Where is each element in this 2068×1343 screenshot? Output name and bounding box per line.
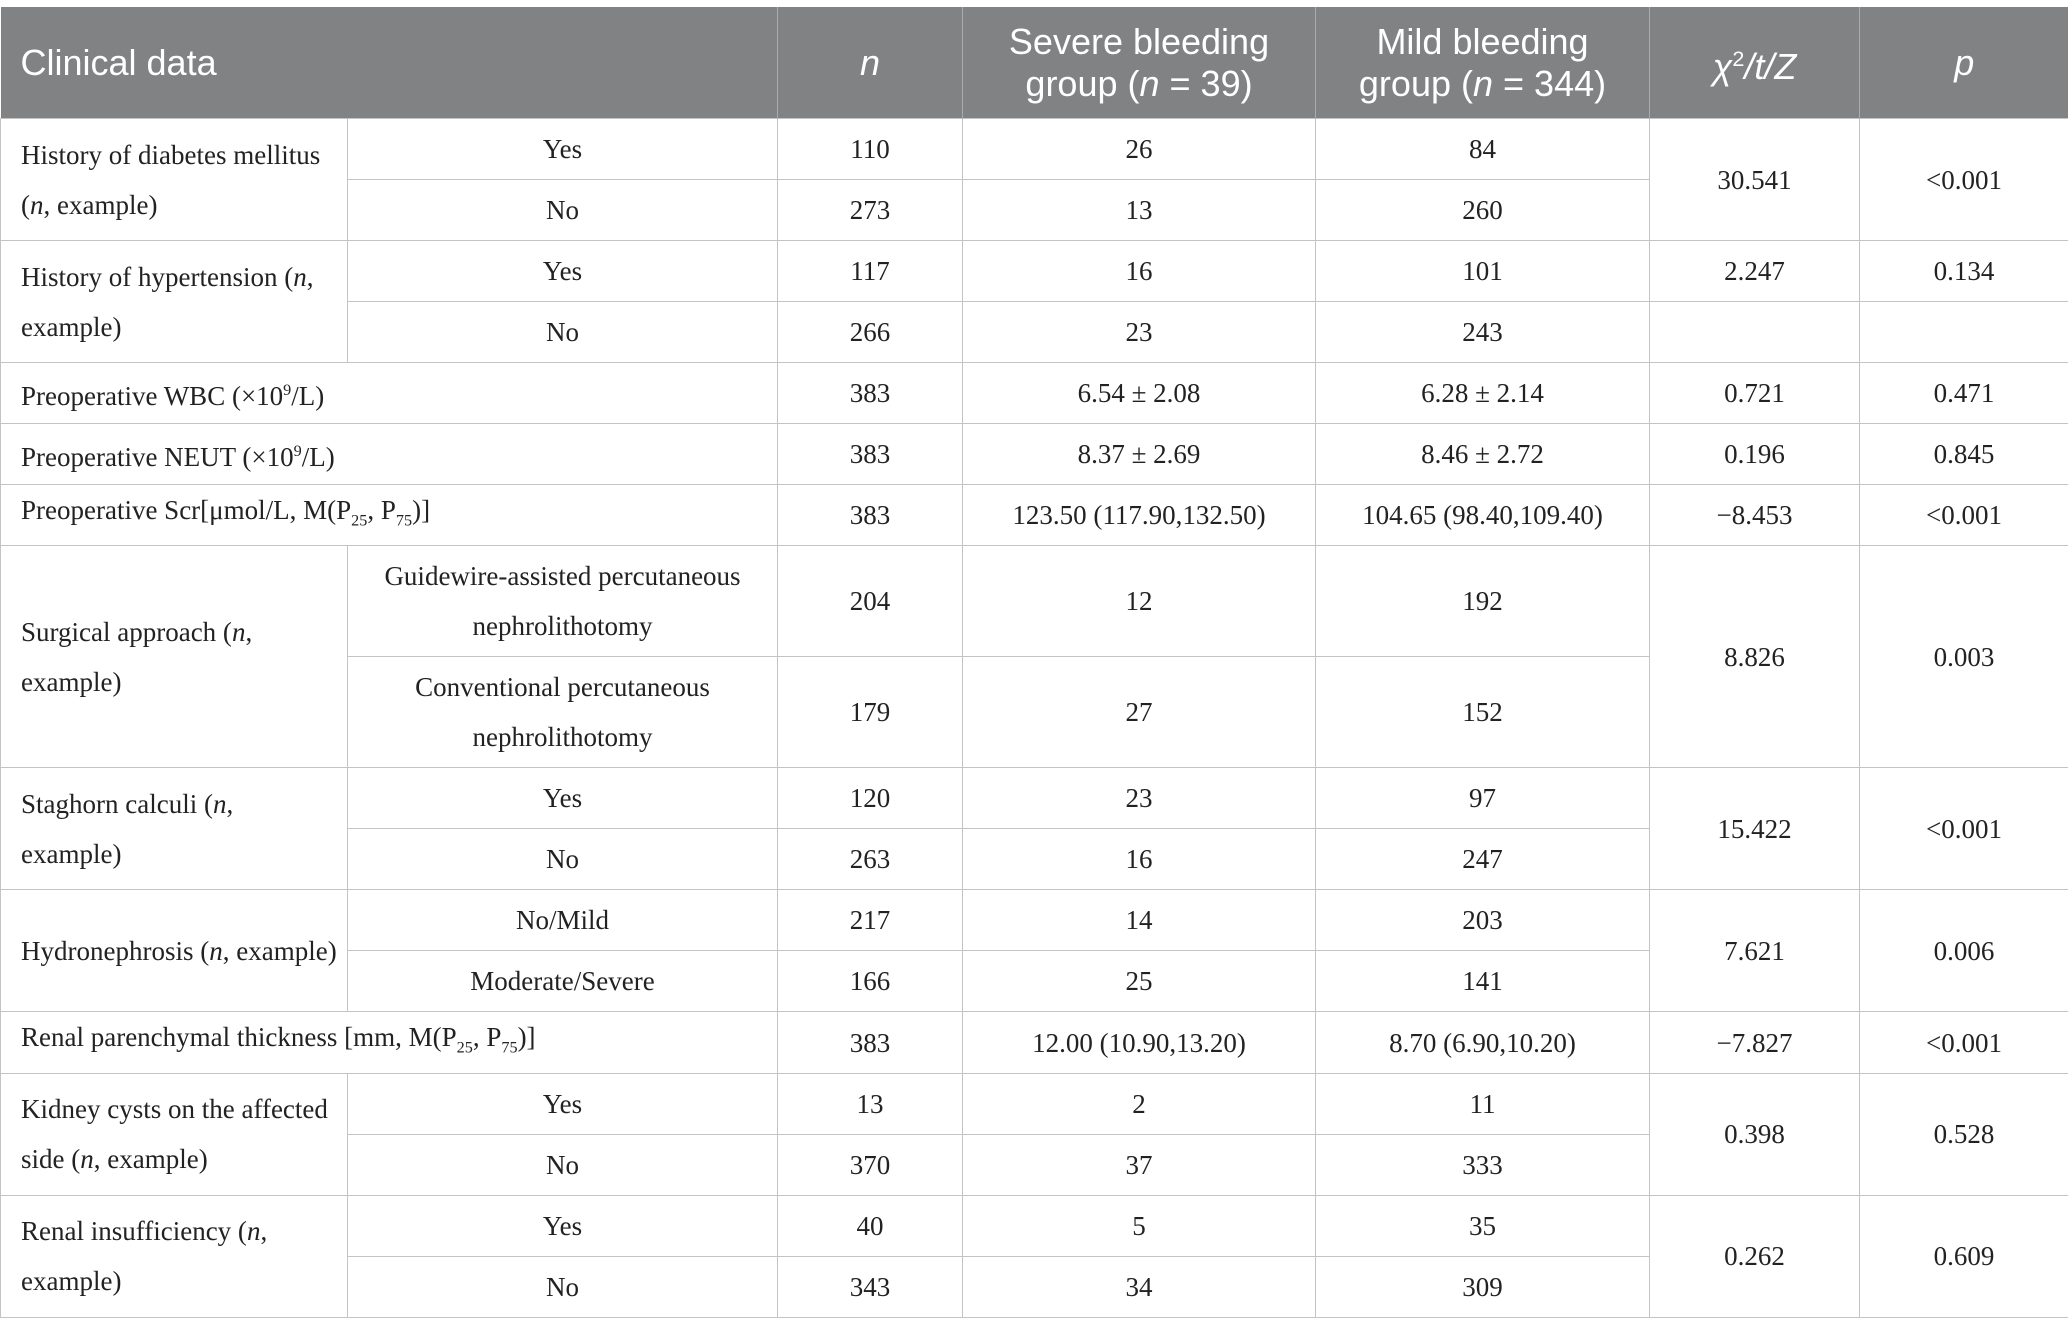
label-text: , example) <box>21 261 314 342</box>
header-stat-chi: χ <box>1712 45 1733 87</box>
cell-stat: −7.827 <box>1650 1012 1860 1073</box>
cell-severe: 16 <box>963 241 1316 302</box>
header-n-text: n <box>860 41 881 83</box>
cell-severe: 16 <box>963 829 1316 890</box>
label-text: Renal insufficiency ( <box>21 1216 247 1247</box>
label-n: n <box>231 616 246 647</box>
cell-severe: 26 <box>963 119 1316 180</box>
table-row <box>1 424 2068 485</box>
label-text: Kidney cysts on the affected side ( <box>21 1094 328 1175</box>
cell-n: 370 <box>778 1134 963 1195</box>
cell-severe: 27 <box>963 657 1316 768</box>
cell-p: 0.006 <box>1860 890 2068 1012</box>
sub-label: Moderate/Severe <box>348 951 778 1012</box>
clinical-data-table <box>0 7 2068 1318</box>
cell-stat: 0.262 <box>1650 1195 1860 1317</box>
label-sub: 25 <box>351 511 368 530</box>
row-label-diabetes <box>1 119 348 241</box>
cell-mild: 333 <box>1316 1134 1650 1195</box>
table-row <box>1 363 2068 424</box>
sub-label: Guidewire-assisted percutaneous nephrolithotomy <box>348 546 778 657</box>
cell-severe: 5 <box>963 1195 1316 1256</box>
label-n: n <box>209 935 223 966</box>
cell-stat: 8.826 <box>1650 546 1860 768</box>
cell-mild: 260 <box>1316 180 1650 241</box>
cell-mild: 247 <box>1316 829 1650 890</box>
label-sub: 75 <box>501 1038 518 1057</box>
row-label-surgical <box>1 546 348 768</box>
cell-mild: 8.46 ± 2.72 <box>1316 424 1650 485</box>
cell-mild: 192 <box>1316 546 1650 657</box>
row-label-hydronephrosis <box>1 890 348 1012</box>
row-label-hypertension <box>1 241 348 363</box>
cell-n: 204 <box>778 546 963 657</box>
row-label-parenchymal <box>1 1012 778 1073</box>
row-label-insufficiency <box>1 1195 348 1317</box>
row-label-cysts <box>1 1073 348 1195</box>
sub-label: Yes <box>348 119 778 180</box>
cell-n: 343 <box>778 1256 963 1317</box>
label-text: Staghorn calculi ( <box>21 788 213 819</box>
cell-severe: 8.37 ± 2.69 <box>963 424 1316 485</box>
label-text: Renal parenchymal thickness [mm, M(P <box>21 1022 457 1053</box>
label-text: )] <box>517 1022 536 1053</box>
table-row <box>1 1073 2068 1134</box>
cell-mild: 152 <box>1316 657 1650 768</box>
header-mild-group <box>1316 7 1650 119</box>
header-severe-group <box>963 7 1316 119</box>
cell-stat: 15.422 <box>1650 768 1860 890</box>
table-row <box>1 241 2068 302</box>
cell-severe: 23 <box>963 302 1316 363</box>
sub-label: No <box>348 1256 778 1317</box>
cell-mild: 309 <box>1316 1256 1650 1317</box>
cell-severe: 34 <box>963 1256 1316 1317</box>
cell-stat: 30.541 <box>1650 119 1860 241</box>
table-body <box>1 119 2068 1318</box>
cell-p: <0.001 <box>1860 768 2068 890</box>
cell-mild: 141 <box>1316 951 1650 1012</box>
cell-mild: 104.65 (98.40,109.40) <box>1316 485 1650 546</box>
sub-label: Conventional percutaneous nephrolithotomy <box>348 657 778 768</box>
cell-n: 217 <box>778 890 963 951</box>
cell-n: 383 <box>778 1012 963 1073</box>
header-severe-n: n <box>1139 62 1160 104</box>
label-sup: 9 <box>283 381 292 399</box>
row-label-scr <box>1 485 778 546</box>
cell-n: 383 <box>778 424 963 485</box>
label-text: Preoperative Scr[μmol/L, M(P <box>21 495 352 525</box>
cell-p: 0.845 <box>1860 424 2068 485</box>
header-severe-line2-pre: group ( <box>1025 62 1140 104</box>
label-n: n <box>80 1144 94 1175</box>
header-clinical-data <box>1 7 778 119</box>
header-row <box>1 7 2068 119</box>
header-clinical-data-text: Clinical data <box>20 41 217 83</box>
cell-p: 0.003 <box>1860 546 2068 768</box>
cell-n: 273 <box>778 180 963 241</box>
header-p <box>1860 7 2068 119</box>
label-sub: 75 <box>395 511 413 530</box>
label-text: /L) <box>301 442 335 472</box>
header-mild-line2-pre: group ( <box>1358 62 1473 104</box>
cell-n: 110 <box>778 119 963 180</box>
header-severe-line2-post: = 39) <box>1159 62 1253 104</box>
cell-n: 266 <box>778 302 963 363</box>
cell-n: 40 <box>778 1195 963 1256</box>
label-text: , example) <box>21 1216 268 1297</box>
cell-n: 383 <box>778 363 963 424</box>
cell-stat: 7.621 <box>1650 890 1860 1012</box>
sub-label: No <box>348 1134 778 1195</box>
cell-stat: 0.721 <box>1650 363 1860 424</box>
header-mild-line1: Mild bleeding <box>1376 20 1589 62</box>
label-text: , example) <box>43 189 158 220</box>
label-sub: 25 <box>456 1038 473 1057</box>
cell-severe: 2 <box>963 1073 1316 1134</box>
table-row <box>1 1012 2068 1073</box>
cell-mild: 8.70 (6.90,10.20) <box>1316 1012 1650 1073</box>
cell-stat-empty <box>1650 302 1860 363</box>
cell-severe: 23 <box>963 768 1316 829</box>
label-text: , example) <box>93 1144 208 1175</box>
label-n: n <box>212 788 227 819</box>
table-row <box>1 119 2068 180</box>
label-n: n <box>30 189 44 220</box>
table-row <box>1 485 2068 546</box>
cell-severe: 37 <box>963 1134 1316 1195</box>
sub-label: No <box>348 302 778 363</box>
cell-p: 0.609 <box>1860 1195 2068 1317</box>
cell-severe: 14 <box>963 890 1316 951</box>
cell-n: 263 <box>778 829 963 890</box>
label-text: )] <box>412 495 431 525</box>
cell-n: 166 <box>778 951 963 1012</box>
cell-mild: 203 <box>1316 890 1650 951</box>
table-container <box>0 7 2068 1318</box>
sub-label: No <box>348 829 778 890</box>
label-text: , example) <box>222 935 337 966</box>
header-n <box>778 7 963 119</box>
cell-severe: 123.50 (117.90,132.50) <box>963 485 1316 546</box>
table-row <box>1 546 2068 657</box>
header-mild-n: n <box>1472 62 1494 104</box>
label-text: Surgical approach ( <box>21 616 232 647</box>
sub-label: Yes <box>348 1073 778 1134</box>
label-text: Preoperative WBC (×10 <box>21 381 284 411</box>
sub-label: Yes <box>348 241 778 302</box>
header-statistic <box>1650 7 1860 119</box>
label-text: , example) <box>21 616 253 697</box>
label-text: /L) <box>291 381 325 411</box>
cell-mild: 243 <box>1316 302 1650 363</box>
cell-stat: 2.247 <box>1650 241 1860 302</box>
cell-mild: 101 <box>1316 241 1650 302</box>
cell-stat: 0.398 <box>1650 1073 1860 1195</box>
cell-p-empty <box>1860 302 2068 363</box>
sub-label: No <box>348 180 778 241</box>
cell-p: <0.001 <box>1860 119 2068 241</box>
cell-mild: 6.28 ± 2.14 <box>1316 363 1650 424</box>
table-row <box>1 768 2068 829</box>
cell-mild: 11 <box>1316 1073 1650 1134</box>
label-n: n <box>246 1216 261 1247</box>
cell-stat: 0.196 <box>1650 424 1860 485</box>
cell-p: <0.001 <box>1860 485 2068 546</box>
cell-severe: 6.54 ± 2.08 <box>963 363 1316 424</box>
label-text: Hydronephrosis ( <box>21 935 210 966</box>
cell-p: 0.134 <box>1860 241 2068 302</box>
row-label-wbc <box>1 363 778 424</box>
sub-label: Yes <box>348 768 778 829</box>
header-p-text: p <box>1954 41 1975 83</box>
header-stat-sup: 2 <box>1732 45 1745 71</box>
cell-severe: 12 <box>963 546 1316 657</box>
cell-mild: 84 <box>1316 119 1650 180</box>
cell-n: 13 <box>778 1073 963 1134</box>
cell-n: 179 <box>778 657 963 768</box>
cell-p: 0.471 <box>1860 363 2068 424</box>
label-text: History of diabetes mellitus ( <box>21 139 321 220</box>
cell-n: 117 <box>778 241 963 302</box>
row-label-staghorn <box>1 768 348 890</box>
cell-p: <0.001 <box>1860 1012 2068 1073</box>
table-row <box>1 890 2068 951</box>
cell-n: 120 <box>778 768 963 829</box>
cell-n: 383 <box>778 485 963 546</box>
label-text: Preoperative NEUT (×10 <box>21 442 294 472</box>
header-stat-rest: /t/Z <box>1744 45 1797 87</box>
header-mild-line2-post: = 344) <box>1493 62 1607 104</box>
table-row <box>1 1195 2068 1256</box>
cell-mild: 35 <box>1316 1195 1650 1256</box>
cell-severe: 12.00 (10.90,13.20) <box>963 1012 1316 1073</box>
cell-severe: 13 <box>963 180 1316 241</box>
cell-p: 0.528 <box>1860 1073 2068 1195</box>
cell-stat: −8.453 <box>1650 485 1860 546</box>
header-severe-line1: Severe bleeding <box>1008 20 1270 62</box>
table-header <box>1 7 2068 119</box>
label-text: , example) <box>21 788 234 869</box>
sub-label: Yes <box>348 1195 778 1256</box>
label-text: History of hypertension ( <box>21 261 294 292</box>
label-sup: 9 <box>293 442 302 460</box>
label-text: , P <box>472 1022 502 1053</box>
label-text: , P <box>367 495 396 525</box>
label-n: n <box>293 261 307 292</box>
cell-severe: 25 <box>963 951 1316 1012</box>
row-label-neut <box>1 424 778 485</box>
sub-label: No/Mild <box>348 890 778 951</box>
cell-mild: 97 <box>1316 768 1650 829</box>
